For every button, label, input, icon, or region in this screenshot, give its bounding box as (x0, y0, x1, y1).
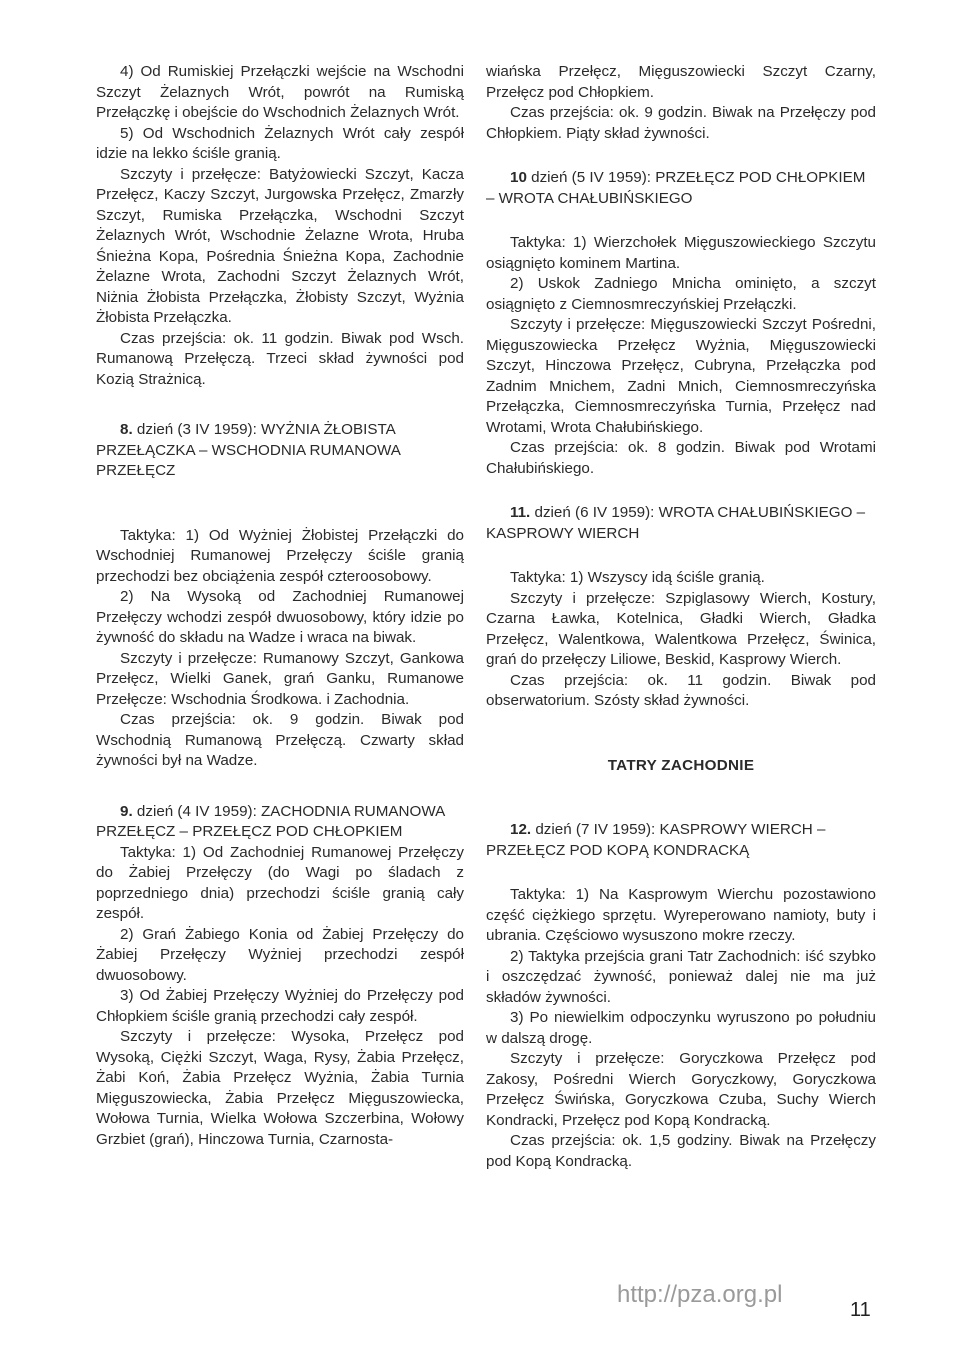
day-11-heading (486, 503, 876, 544)
day-9-heading (96, 802, 464, 843)
day-title: dzień (7 IV 1959): KASPROWY WIERCH – PRZEŁĘCZ POD KOPĄ KONDRACKĄ (486, 821, 826, 859)
paragraph: Taktyka: 1) Od Wyżniej Żłobistej Przełączki do Wschodniej Rumanowej Przełęczy ściśle granią przechodzi bez obciążenia zespół czteroosobowy. (96, 526, 464, 585)
paragraph: Czas przejścia: ok. 1,5 godziny. Biwak na Przełęczy pod Kopą Kondracką. (486, 1132, 876, 1170)
paragraph: Czas przejścia: ok. 11 godzin. Biwak pod obserwatorium. Szósty skład żywności. (486, 671, 876, 709)
right-column (486, 62, 876, 1172)
paragraph: Szczyty i przełęcze: Szpiglasowy Wierch, Kostury, Czarna Ławka, Kotelnica, Gładki Wierch, Gładka Przełęcz, Walentkowa, Walentkowa Przełęcz, Świnica, grań do przełęczy Liliowe, Beskid, Kasprowy Wierch. (486, 589, 876, 668)
page-number: 11 (850, 1299, 871, 1321)
day-number: 12. (510, 821, 532, 838)
paragraph: Czas przejścia: ok. 11 godzin. Biwak pod Wsch. Rumanową Przełęczą. Trzeci skład żywności pod Kozią Strażnicą. (96, 329, 464, 388)
paragraph: Czas przejścia: ok. 9 godzin. Biwak pod Wschodnią Rumanową Przełęczą. Czwarty skład żywności był na Wadze. (96, 711, 464, 769)
paragraph: Czas przejścia: ok. 9 godzin. Biwak na Przełęczy pod Chłopkiem. Piąty skład żywności. (486, 104, 876, 142)
paragraph: Szczyty i przełęcze: Batyżowiecki Szczyt, Kacza Przełęcz, Kaczy Szczyt, Jurgowska Przełęcz, Zmarzły Szczyt, Rumiska Przełączka, Wschodni Szczyt Żelaznych Wrót, Wschodnie Żelazne Wrota, Hruba Śnieżna Kopa, Pośrednia Śnieżna Kopa, Zachodnie Żelazne Wrota, Zachodni Szczyt Żelaznych Wrót, Niżnia Żłobista Przełączka, Żłobisty Szczyt, Wyżnia Żłobista Przełączka. (96, 165, 464, 326)
day-title: dzień (4 IV 1959): ZACHODNIA RUMANOWA PRZEŁĘCZ – PRZEŁĘCZ POD CHŁOPKIEM (96, 802, 445, 840)
day-number: 8. (120, 421, 133, 438)
paragraph: 3) Od Żabiej Przełęczy Wyżniej do Przełęczy pod Chłopkiem ściśle granią przechodzi cały zespół. (96, 987, 464, 1025)
paragraph: 2) Grań Żabiego Konia od Żabiej Przełęczy do Żabiej Przełęczy Wyżniej przechodzi zespół dwuosobowy. (96, 925, 464, 984)
section-title: TATRY ZACHODNIE (607, 756, 755, 774)
paragraph: Taktyka: 1) Od Zachodniej Rumanowej Przełęczy do Żabiej Przełęczy (do Wagi po śladach z poprzedniego dnia) przechodzi ściśle granią cały zespół. (96, 843, 464, 922)
source-url: http://pza.org.pl (617, 1281, 783, 1308)
paragraph: Czas przejścia: ok. 8 godzin. Biwak pod Wrotami Chałubińskiego. (486, 439, 876, 477)
paragraph: Szczyty i przełęcze: Mięguszowiecki Szczyt Pośredni, Mięguszowiecka Przełęcz Wyżnia, Mięguszowiecki Szczyt, Hinczowa Przełęcz, Cubryna, Przełączka pod Zadnim Mnichem, Zadni Mnich, Ciemnosmreczyńska Przełączka, Ciemnosmreczyńska Turnia, Przełęcz nad Wrotami, Wrota Chałubińskiego. (486, 316, 876, 436)
paragraph: Taktyka: 1) Wierzchołek Mięguszowieckiego Szczytu osiągnięto kominem Martina. (486, 234, 876, 272)
paragraph: Taktyka: 1) Wszyscy idą ściśle granią. (510, 569, 765, 586)
left-column (96, 62, 464, 1150)
paragraph: Szczyty i przełęcze: Wysoka, Przełęcz pod Wysoką, Ciężki Szczyt, Waga, Rysy, Żabia Przełęcz, Żabi Koń, Żabia Przełęcz Wyżnia, Żabia Turnia Mięguszowiecka, Żabia Przełęcz Mięguszowiecka, Wołowa Turnia, Wielka Wołowa Szczerbina, Wołowy Grzbiet (grań), Hinczowa Turnia, Czarnosta- (96, 1028, 464, 1148)
day-title: dzień (3 IV 1959): WYŻNIA ŻŁOBISTA PRZEŁĄCZKA – WSCHODNIA RUMANOWA PRZEŁĘCZ (96, 421, 401, 479)
paragraph: 5) Od Wschodnich Żelaznych Wrót cały zespół idzie na lekko ściśle granią. (96, 124, 464, 162)
paragraph: 2) Uskok Zadniego Mnicha ominięto, a szczyt osiągnięto z Ciemnosmreczyńskiej Przełączki. (486, 275, 876, 313)
paragraph: Szczyty i przełęcze: Goryczkowa Przełęcz pod Zakosy, Pośredni Wierch Goryczkowy, Goryczkowa Przełęcz Świńska, Goryczkowa Czuba, Suchy Wierch Kondracki, Przełęcz pod Kopą Kondracką. (486, 1050, 876, 1129)
paragraph: 2) Taktyka przejścia grani Tatr Zachodnich: iść szybko i oszczędzać żywność, ponieważ dalej nie ma już składów żywności. (486, 947, 876, 1006)
paragraph: 3) Po niewielkim odpoczynku wyruszono po południu w dalszą drogę. (486, 1009, 876, 1047)
day-10-heading (486, 168, 876, 209)
day-number: 10 (510, 169, 527, 186)
day-8-heading (96, 420, 464, 482)
paragraph: Taktyka: 1) Na Kasprowym Wierchu pozostawiono część ciężkiego sprzętu. Wyreperowano namioty, buty i ubrania. Częściowo wysuszono mokre rzeczy. (486, 886, 876, 944)
paragraph: 4) Od Rumiskiej Przełączki wejście na Wschodni Szczyt Żelaznych Wrót, powrót na Rumiską Przełączkę i obejście do Wschodnich Żelaznych Wrót. (96, 63, 464, 121)
day-number: 11. (510, 504, 531, 521)
paragraph: 2) Na Wysoką od Zachodniej Rumanowej Przełęczy wchodzi zespół dwuosobowy, który idzie po żywność do składu na Wadze i wraca na biwak. (96, 588, 464, 646)
day-title: dzień (6 IV 1959): WROTA CHAŁUBIŃSKIEGO – KASPROWY WIERCH (486, 504, 866, 542)
paragraph: wiańska Przełęcz, Mięguszowiecki Szczyt Czarny, Przełęcz pod Chłopkiem. (486, 63, 876, 101)
day-number: 9. (120, 802, 133, 820)
paragraph: Szczyty i przełęcze: Rumanowy Szczyt, Gankowa Przełęcz, Wielki Ganek, grań Ganku, Rumanowe Przełęcze: Wschodnia Środkowa. i Zachodnia. (96, 649, 464, 708)
day-title: dzień (5 IV 1959): PRZEŁĘCZ POD CHŁOPKIEM – WROTA CHAŁUBIŃSKIEGO (486, 169, 866, 207)
day-12-heading (486, 820, 876, 861)
